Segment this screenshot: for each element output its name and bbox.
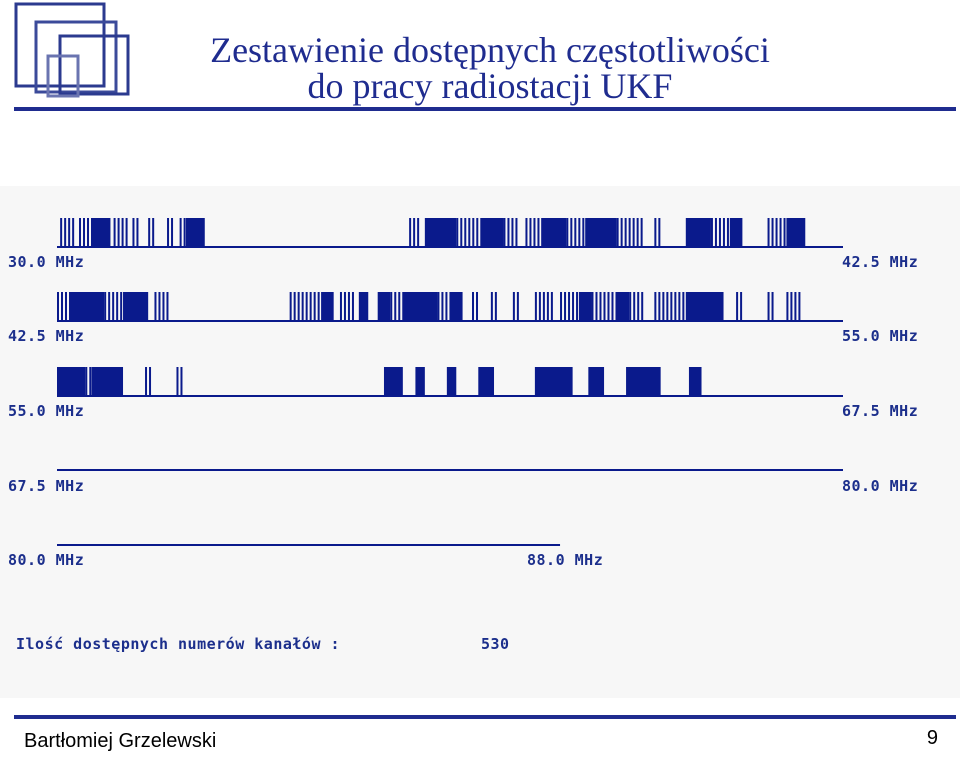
band-2-channel-block	[154, 292, 168, 320]
band-1-channel-block	[730, 218, 743, 246]
band-2-channel-block	[654, 292, 684, 320]
band-1-channel-block	[481, 218, 503, 246]
channel-count-value: 530	[481, 635, 510, 653]
band-2-channel-block	[535, 292, 553, 320]
band-2-channel-block	[340, 292, 354, 320]
band-1-channel-block	[541, 218, 566, 246]
band-5-end-label: 88.0 MHz	[527, 551, 604, 569]
band-2-baseline	[57, 320, 843, 322]
band-2-start-label: 42.5 MHz	[8, 327, 85, 345]
band-1-end-label: 42.5 MHz	[842, 253, 919, 271]
band-2-channel-block	[390, 292, 404, 320]
band-1-channel-block	[79, 218, 93, 246]
band-2-channel-block	[629, 292, 643, 320]
band-3-channel-block	[145, 367, 151, 395]
band-2-channel-block	[57, 292, 71, 320]
band-3-channel-block	[535, 367, 573, 395]
band-2-channel-block	[359, 292, 368, 320]
band-2-channel-block	[104, 292, 122, 320]
band-1-channel-block	[60, 218, 74, 246]
band-3-channel-block	[588, 367, 604, 395]
band-1-channel-block	[585, 218, 616, 246]
band-2-channel-block	[290, 292, 320, 320]
band-1-channel-block	[711, 218, 729, 246]
band-1-channel-block	[180, 218, 186, 246]
band-1-channel-block	[768, 218, 786, 246]
band-1-channel-block	[525, 218, 539, 246]
band-1-channel-block	[617, 218, 643, 246]
band-2-channel-block	[513, 292, 519, 320]
band-1-channel-block	[409, 218, 419, 246]
band-3-baseline	[57, 395, 843, 397]
band-4-baseline	[57, 469, 843, 471]
band-2-channel-block	[403, 292, 438, 320]
band-1-start-label: 30.0 MHz	[8, 253, 85, 271]
frequency-bands-chart	[0, 186, 960, 698]
band-1-channel-block	[148, 218, 154, 246]
band-2-channel-block	[437, 292, 451, 320]
band-1-channel-block	[114, 218, 128, 246]
band-1-channel-block	[132, 218, 138, 246]
band-3-channel-block	[626, 367, 661, 395]
band-2-channel-block	[321, 292, 334, 320]
band-3-channel-block	[415, 367, 424, 395]
band-3-channel-block	[478, 367, 494, 395]
page-title	[130, 32, 850, 104]
band-3-end-label: 67.5 MHz	[842, 402, 919, 420]
band-5-baseline	[57, 544, 560, 546]
footer-author: Bartłomiej Grzelewski	[24, 730, 217, 752]
band-3-channel-block	[384, 367, 403, 395]
band-3-channel-block	[689, 367, 702, 395]
band-2-channel-block	[472, 292, 478, 320]
band-3-channel-block	[176, 367, 182, 395]
band-1-channel-block	[425, 218, 456, 246]
band-2-channel-block	[768, 292, 774, 320]
band-2-channel-block	[786, 292, 800, 320]
band-1-channel-block	[686, 218, 711, 246]
footer-divider	[14, 715, 956, 719]
band-2-channel-block	[450, 292, 463, 320]
band-2-channel-block	[123, 292, 148, 320]
page-number: 9	[926, 727, 938, 749]
band-2-channel-block	[491, 292, 497, 320]
channel-count-label: Ilość dostępnych numerów kanałów :	[16, 635, 341, 653]
title-line-1: Zestawienie dostępnych częstotliwości	[210, 30, 770, 70]
band-2-channel-block	[579, 292, 592, 320]
logo-squares-icon	[12, 2, 132, 102]
band-1-channel-block	[566, 218, 584, 246]
band-2-channel-block	[560, 292, 578, 320]
band-1-channel-block	[786, 218, 805, 246]
band-3-channel-block	[57, 367, 85, 395]
band-2-end-label: 55.0 MHz	[842, 327, 919, 345]
band-3-channel-block	[92, 367, 123, 395]
band-1-channel-block	[503, 218, 517, 246]
band-2-channel-block	[617, 292, 630, 320]
band-2-channel-block	[591, 292, 617, 320]
band-3-start-label: 55.0 MHz	[8, 402, 85, 420]
title-line-2: do pracy radiostacji UKF	[307, 66, 673, 106]
header-divider	[14, 107, 956, 111]
band-1-baseline	[57, 246, 843, 248]
band-2-channel-block	[378, 292, 391, 320]
band-3-channel-block	[447, 367, 456, 395]
band-1-channel-block	[654, 218, 660, 246]
band-1-channel-block	[456, 218, 482, 246]
band-1-channel-block	[92, 218, 111, 246]
band-1-channel-block	[186, 218, 205, 246]
band-4-end-label: 80.0 MHz	[842, 477, 919, 495]
band-4-start-label: 67.5 MHz	[8, 477, 85, 495]
band-3-channel-block	[85, 367, 91, 395]
band-2-channel-block	[70, 292, 105, 320]
band-5-start-label: 80.0 MHz	[8, 551, 85, 569]
band-2-channel-block	[736, 292, 742, 320]
band-2-channel-block	[686, 292, 724, 320]
band-1-channel-block	[167, 218, 173, 246]
